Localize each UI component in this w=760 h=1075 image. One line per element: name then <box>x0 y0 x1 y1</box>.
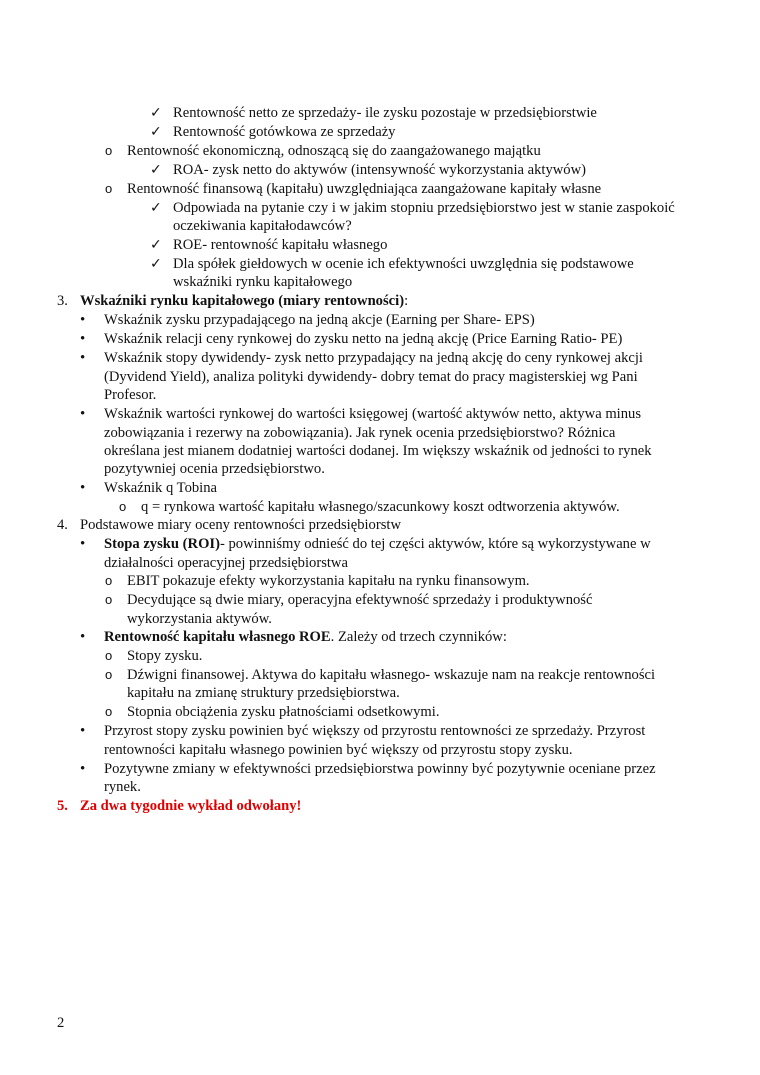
circle-bullet-icon: o <box>105 592 113 607</box>
text-line: Wskaźnik q Tobina <box>104 480 218 496</box>
check-icon: ✓ <box>150 256 162 272</box>
text-line: Stopnia obciążenia zysku płatnościami odsetkowymi. <box>127 704 440 720</box>
text-line: Dźwigni finansowej. Aktywa do kapitału własnego- wskazuje nam na reakcje rentowności <box>127 667 656 683</box>
bullet-icon: • <box>80 761 86 777</box>
text-line: Wskaźnik wartości rynkowej do wartości księgowej (wartość aktywów netto, aktywa minus <box>104 406 641 422</box>
section-heading: Podstawowe miary oceny rentowności przedsiębiorstw <box>80 517 401 533</box>
check-icon: ✓ <box>150 162 162 178</box>
text-line: kapitału na zmianę struktury przedsiębiorstwa. <box>127 685 400 701</box>
check-icon: ✓ <box>150 124 162 140</box>
text-line: Wskaźnik stopy dywidendy- zysk netto przypadający na jedną akcję do ceny rynkowej akcji <box>104 350 643 366</box>
text-line: Decydujące są dwie miary, operacyjna efektywność sprzedaży i produktywność <box>127 592 593 608</box>
circle-bullet-icon: o <box>105 573 113 588</box>
circle-bullet-icon: o <box>119 499 127 514</box>
bold-term: Stopa zysku (ROI) <box>104 536 220 552</box>
text-line: EBIT pokazuje efekty wykorzystania kapitału na rynku finansowym. <box>127 573 530 589</box>
check-icon: ✓ <box>150 237 162 253</box>
bold-term: Rentowność kapitału własnego ROE <box>104 629 331 645</box>
text-line: oczekiwania kapitałodawców? <box>173 218 352 234</box>
term-description: - powinniśmy odnieść do tej części aktywów, które są wykorzystywane w <box>219 536 651 552</box>
circle-bullet-icon: o <box>105 181 113 196</box>
text-line: Dla spółek giełdowych w ocenie ich efektywności uwzględnia się podstawowe <box>173 256 634 272</box>
bullet-icon: • <box>80 480 86 496</box>
text-line: Rentowność netto ze sprzedaży- ile zysku pozostaje w przedsiębiorstwie <box>173 105 597 121</box>
heading-colon: : <box>404 293 409 309</box>
bullet-icon: • <box>80 629 86 645</box>
text-line: Rentowność gotówkowa ze sprzedaży <box>173 124 396 140</box>
circle-bullet-icon: o <box>105 143 113 158</box>
bullet-icon: • <box>80 406 86 422</box>
text-line: określana jest mianem dodatniej wartości dodanej. Im większy wskaźnik od jedności to rynek <box>104 443 652 459</box>
circle-bullet-icon: o <box>105 667 113 682</box>
heading-bold: Wskaźniki rynku kapitałowego (miary rentowności) <box>80 293 405 309</box>
text-line <box>104 535 651 553</box>
text-line: (Dyvidend Yield), analiza polityki dywidendy- dobry temat do pracy magisterskiej wg Pani <box>104 369 638 385</box>
text-line: Rentowność finansową (kapitału) uwzględniająca zaangażowane kapitały własne <box>127 181 602 197</box>
list-number: 5. <box>57 798 68 814</box>
text-line: Stopy zysku. <box>127 648 203 664</box>
text-line: rynek. <box>104 779 141 795</box>
bullet-icon: • <box>80 350 86 366</box>
list-number: 4. <box>57 517 68 533</box>
text-line: ROA- zysk netto do aktywów (intensywność wykorzystania aktywów) <box>173 162 587 178</box>
text-line: rentowności kapitału własnego powinien być większy od przyrostu stopy zysku. <box>104 742 573 758</box>
text-line: ROE- rentowność kapitału własnego <box>173 237 388 253</box>
text-line: wykorzystania aktywów. <box>127 611 272 627</box>
text-line: Odpowiada na pytanie czy i w jakim stopniu przedsiębiorstwo jest w stanie zaspokoić <box>173 200 675 216</box>
text-line: wskaźniki rynku kapitałowego <box>173 274 353 290</box>
text-line: Profesor. <box>104 387 157 403</box>
circle-bullet-icon: o <box>105 648 113 663</box>
bullet-icon: • <box>80 536 86 552</box>
bullet-icon: • <box>80 331 86 347</box>
text-line <box>104 628 507 646</box>
text-line: Wskaźnik zysku przypadającego na jedną akcje (Earning per Share- EPS) <box>104 312 535 328</box>
text-line: Wskaźnik relacji ceny rynkowej do zysku netto na jedną akcję (Price Earning Ratio- PE) <box>104 331 623 347</box>
page-number: 2 <box>57 1015 65 1031</box>
bullet-icon: • <box>80 723 86 739</box>
circle-bullet-icon: o <box>105 704 113 719</box>
section-heading <box>80 292 408 310</box>
text-line: pozytywniej ocenia przedsiębiorstwo. <box>104 461 325 477</box>
list-number: 3. <box>57 293 68 309</box>
text-line: Przyrost stopy zysku powinien być większy od przyrostu rentowności ze sprzedaży. Przyrost <box>104 723 646 739</box>
text-line: działalności operacyjnej przedsiębiorstwa <box>104 555 348 571</box>
check-icon: ✓ <box>150 105 162 121</box>
text-line: zobowiązania i rezerwy na zobowiązania). Jak rynek ocenia przedsiębiorstwo? Różnica <box>104 425 616 441</box>
bullet-icon: • <box>80 312 86 328</box>
announcement: Za dwa tygodnie wykład odwołany! <box>80 798 302 814</box>
text-line: q = rynkowa wartość kapitału własnego/szacunkowy koszt odtworzenia aktywów. <box>141 499 620 515</box>
term-description: . Zależy od trzech czynników: <box>330 629 507 645</box>
text-line: Pozytywne zmiany w efektywności przedsiębiorstwa powinny być pozytywnie oceniane przez <box>104 761 656 777</box>
text-line: Rentowność ekonomiczną, odnoszącą się do zaangażowanego majątku <box>127 143 541 159</box>
check-icon: ✓ <box>150 200 162 216</box>
